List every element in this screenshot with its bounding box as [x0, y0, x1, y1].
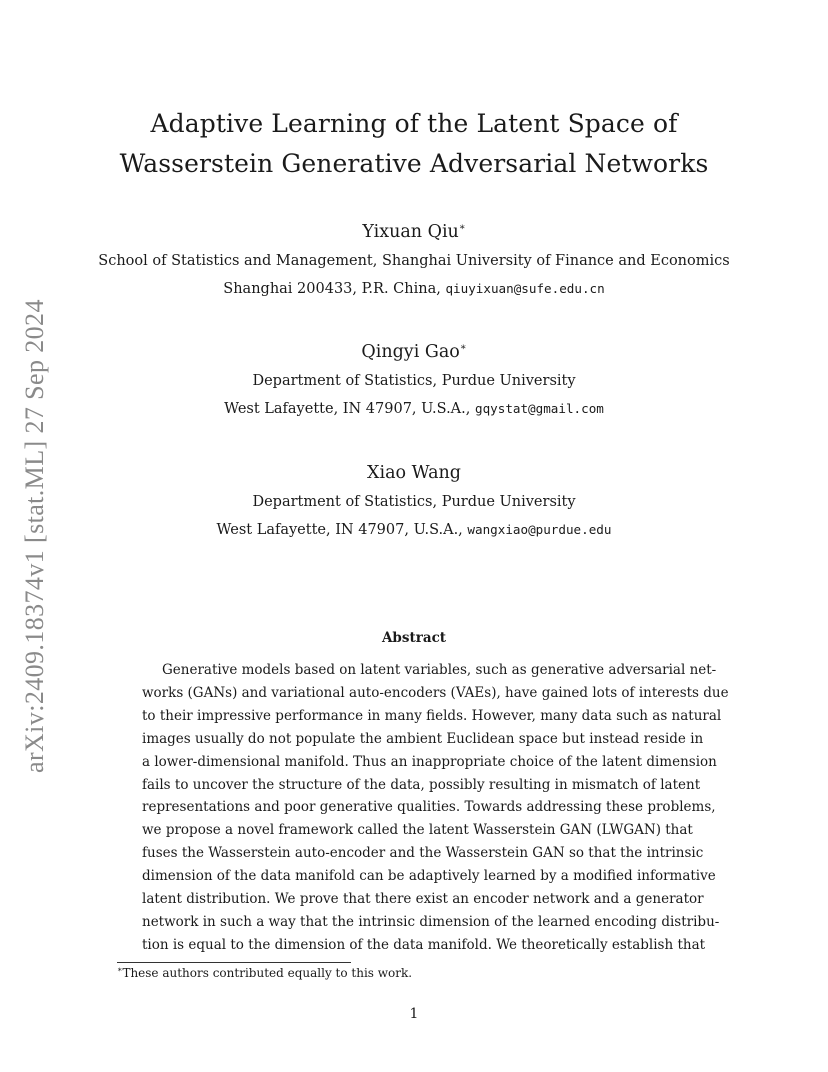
footnote: [117, 965, 412, 981]
abstract-line: works (GANs) and variational auto-encoders (VAEs), have gained lots of interests due: [142, 684, 729, 701]
abstract-line: fuses the Wasserstein auto-encoder and the Wasserstein GAN so that the intrinsic: [142, 845, 704, 862]
author-block-3: [0, 462, 828, 540]
author-name: Qingyi Gao∗: [361, 342, 467, 362]
abstract-line: tion is equal to the dimension of the data manifold. We theoretically establish that: [142, 936, 706, 953]
author-affiliation: School of Statistics and Management, Shanghai University of Finance and Economics: [98, 253, 730, 269]
abstract-line: we propose a novel framework called the latent Wasserstein GAN (LWGAN) that: [142, 822, 693, 839]
abstract-line: Generative models based on latent variables, such as generative adversarial net-: [162, 662, 717, 678]
footnote-rule: [117, 962, 351, 963]
abstract-line: to their impressive performance in many fields. However, many data such as natural: [142, 707, 722, 724]
author-affiliation: Department of Statistics, Purdue University: [252, 494, 576, 510]
author-address: West Lafayette, IN 47907, U.S.A., wangxiao@purdue.edu: [216, 522, 612, 538]
arxiv-stamp: arXiv:2409.18374v1 [stat.ML] 27 Sep 2024: [20, 299, 49, 773]
author-email[interactable]: qiuyixuan@sufe.edu.cn: [445, 281, 605, 296]
author-block-2: [0, 341, 828, 419]
abstract-heading: Abstract: [381, 630, 447, 646]
author-block-1: [0, 221, 828, 299]
author-affiliation: Department of Statistics, Purdue University: [252, 373, 576, 389]
equal-contribution-mark: ∗: [458, 222, 466, 234]
abstract-line: dimension of the data manifold can be adaptively learned by a modified informative: [142, 868, 716, 885]
author-email[interactable]: wangxiao@purdue.edu: [467, 522, 612, 537]
author-name: Yixuan Qiu∗: [362, 222, 466, 242]
abstract-line: a lower-dimensional manifold. Thus an inappropriate choice of the latent dimension: [142, 753, 717, 770]
author-address: Shanghai 200433, P.R. China, qiuyixuan@sufe.edu.cn: [223, 281, 605, 297]
title-line-2: Wasserstein Generative Adversarial Networks: [119, 149, 709, 178]
abstract-line: latent distribution. We prove that there exist an encoder network and a generator: [142, 891, 704, 908]
author-email[interactable]: gqystat@gmail.com: [474, 401, 604, 416]
footnote-text: These authors contributed equally to this work.: [122, 966, 413, 980]
abstract-body: [142, 659, 729, 957]
abstract-line: representations and poor generative qualities. Towards addressing these problems,: [142, 799, 716, 816]
footnote-mark: ∗: [117, 965, 123, 974]
author-address: West Lafayette, IN 47907, U.S.A., gqystat@gmail.com: [224, 401, 604, 417]
abstract-line: images usually do not populate the ambient Euclidean space but instead reside in: [142, 730, 704, 747]
author-name: Xiao Wang: [367, 463, 461, 483]
paper-title: [0, 104, 828, 184]
page-number: 1: [409, 1006, 419, 1022]
title-line-1: Adaptive Learning of the Latent Space of: [150, 109, 678, 138]
abstract-line: network in such a way that the intrinsic dimension of the learned encoding distribu-: [142, 913, 720, 930]
abstract-line: fails to uncover the structure of the data, possibly resulting in mismatch of latent: [142, 776, 701, 793]
equal-contribution-mark: ∗: [459, 342, 467, 354]
